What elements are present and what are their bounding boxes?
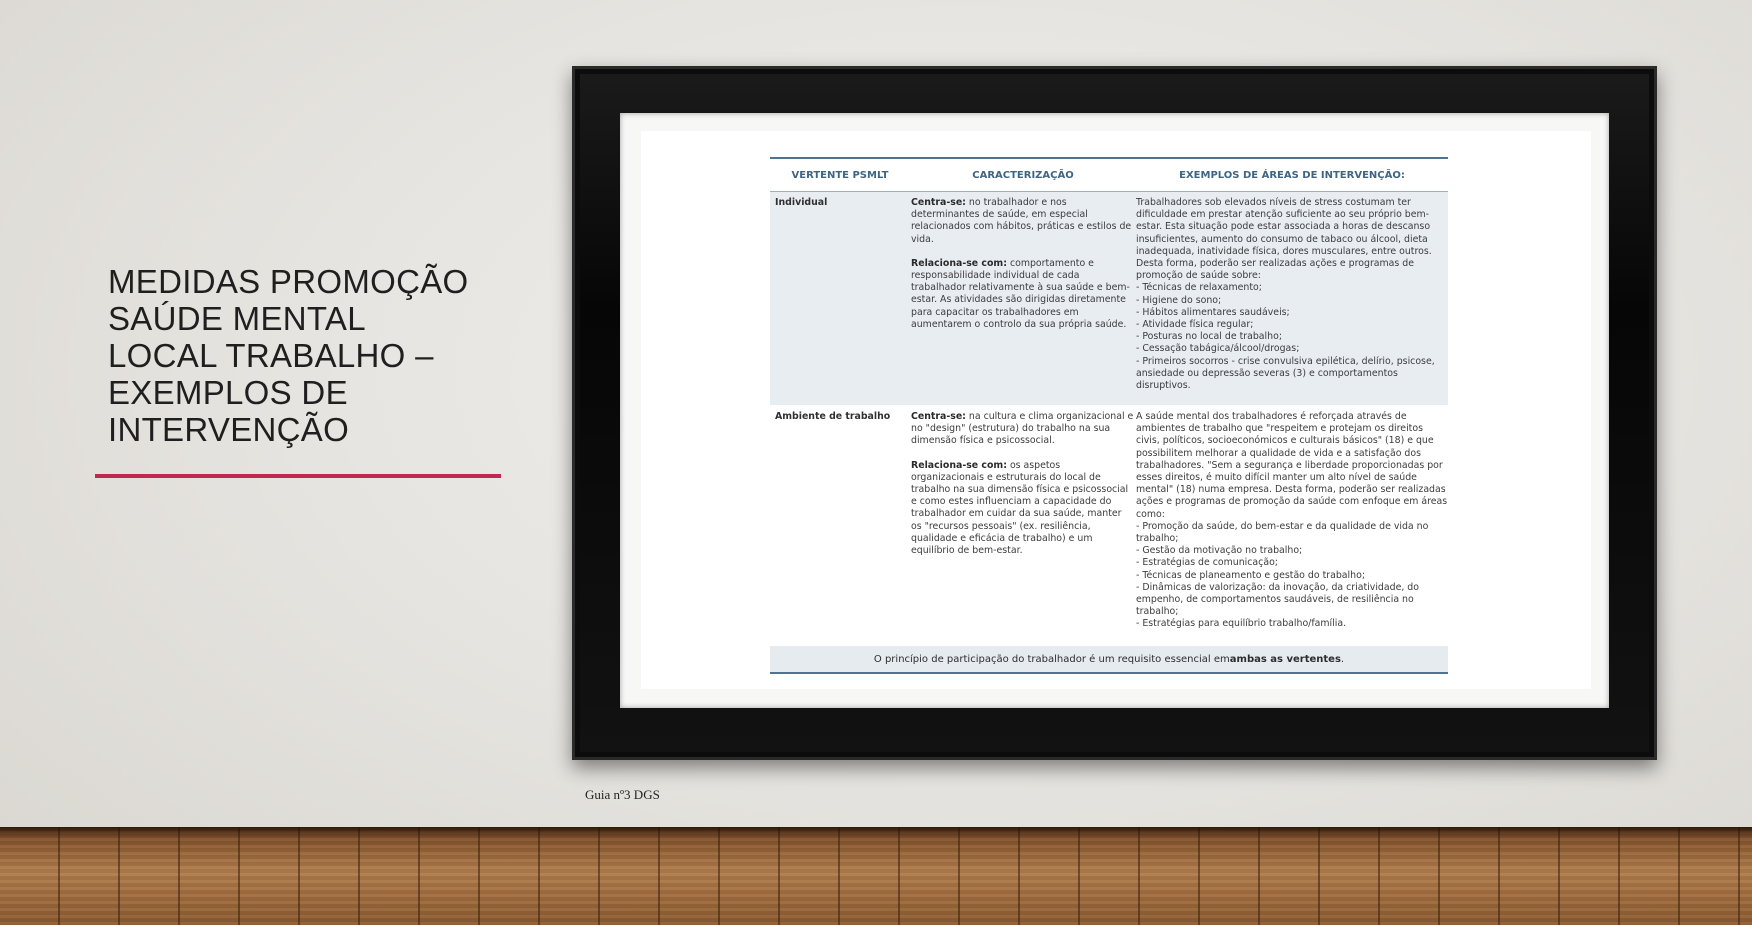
- relaciona-label: Relaciona-se com:: [911, 257, 1007, 269]
- footer-end: .: [1340, 653, 1345, 665]
- example-line: - Técnicas de relaxamento;: [1136, 282, 1262, 294]
- example-line: - Dinâmicas de valorização: da inovação, da criatividade, do empenho, de comportamentos saudáveis, de resiliência no trabalho;: [1136, 581, 1419, 618]
- centra-text: no trabalhador e nos determinantes de saúde, em especial relacionados com hábitos, práticas e estilos de vida.: [911, 197, 1132, 245]
- footer-bold-text: ambas as vertentes: [1229, 653, 1341, 665]
- title-line: MEDIDAS PROMOÇÃO: [108, 263, 469, 300]
- example-line: - Atividade física regular;: [1136, 319, 1254, 331]
- table-footer-note: [770, 645, 1448, 674]
- example-line: - Cessação tabágica/álcool/drogas;: [1136, 343, 1300, 355]
- intervention-table: [770, 157, 1448, 674]
- example-line: - Estratégias de comunicação;: [1136, 557, 1278, 569]
- example-line: - Higiene do sono;: [1136, 294, 1222, 306]
- relaciona-paragraph: [911, 460, 1135, 558]
- table-row-ambiente: [770, 405, 1448, 645]
- example-line: - Técnicas de planeamento e gestão do trabalho;: [1136, 569, 1365, 581]
- example-line: A saúde mental dos trabalhadores é reforçada através de ambientes de trabalho que "respeitem e protejam os direitos civis, políticos, socioeconómicos e culturais básicos" (18) e que possibilitem melhorar a qualidade de vida e a satisfação dos trabalhadores. "Sem a segurança e liberdade proporcionadas por esses direitos, é muito difícil manter um alto nível de saúde mental" (18) numa empresa. Desta forma, poderão ser realizadas ações e programas de promoção da saúde com enfoque em áreas como:: [1136, 411, 1448, 520]
- document-image: [641, 131, 1591, 689]
- table-header-row: [770, 159, 1448, 192]
- title-accent-line: [95, 474, 501, 478]
- image-caption: Guia nº3 DGS: [585, 787, 660, 802]
- row-label: Individual: [775, 197, 828, 208]
- header-vertente: VERTENTE PSMLT: [791, 169, 889, 181]
- example-line: - Estratégias para equilíbrio trabalho/família.: [1136, 618, 1347, 630]
- wood-floor: [0, 827, 1752, 925]
- title-line: EXEMPLOS DE: [108, 374, 348, 411]
- caracterizacao-cell: [910, 411, 1135, 645]
- header-caracterizacao: CARACTERIZAÇÃO: [972, 169, 1074, 181]
- exemplos-cell: [1135, 197, 1448, 405]
- slide-title: [108, 263, 508, 448]
- example-line: - Gestão da motivação no trabalho;: [1136, 545, 1303, 557]
- title-line: LOCAL TRABALHO –: [108, 337, 434, 374]
- centra-paragraph: [911, 197, 1135, 246]
- header-exemplos: EXEMPLOS DE ÁREAS DE INTERVENÇÃO:: [1179, 169, 1405, 181]
- centra-paragraph: [911, 411, 1135, 448]
- centra-label: Centra-se:: [911, 197, 966, 208]
- relaciona-paragraph: [911, 258, 1135, 331]
- exemplos-cell: [1135, 411, 1448, 645]
- footer-text: O princípio de participação do trabalhador é um requisito essencial em: [873, 653, 1230, 665]
- example-line: - Posturas no local de trabalho;: [1136, 331, 1282, 343]
- title-line: INTERVENÇÃO: [108, 411, 350, 448]
- frame-mat: [620, 113, 1609, 708]
- relaciona-label: Relaciona-se com:: [911, 459, 1007, 471]
- table-row-individual: [770, 192, 1448, 405]
- picture-frame: [572, 66, 1657, 760]
- example-line: - Primeiros socorros - crise convulsiva epilética, delírio, psicose, ansiedade ou depressão severas (3) e comportamentos disruptivos.: [1136, 355, 1435, 392]
- title-line: SAÚDE MENTAL: [108, 300, 366, 337]
- example-line: Trabalhadores sob elevados níveis de stress costumam ter dificuldade em prestar atenção suficiente ao seu próprio bem-estar. Esta situação pode estar associada a horas de descanso insuficientes, aumento do consumo de tabaco ou álcool, dieta inadequada, inatividade física, dores musculares, entre outros. Desta forma, poderão ser realizadas ações e programas de promoção de saúde sobre:: [1136, 197, 1432, 282]
- example-line: - Promoção da saúde, do bem-estar e da qualidade de vida no trabalho;: [1136, 520, 1429, 545]
- relaciona-text: comportamento e responsabilidade individual de cada trabalhador relativamente à sua saúde e bem-estar. As atividades são dirigidas diretamente para capacitar os trabalhadores em aumentarem o controlo da sua própria saúde.: [911, 257, 1130, 330]
- example-line: - Hábitos alimentares saudáveis;: [1136, 306, 1290, 318]
- centra-label: Centra-se:: [911, 411, 966, 422]
- caracterizacao-cell: [910, 197, 1135, 405]
- centra-text: na cultura e clima organizacional e no "design" (estrutura) do trabalho na sua dimensão física e psicossocial.: [911, 411, 1134, 447]
- relaciona-text: os aspetos organizacionais e estruturais do local de trabalho na sua dimensão física e psicossocial e como estes influenciam a capacidade do trabalhador em cuidar da sua saúde, manter os "recursos pessoais" (ex. resiliência, qualidade e eficácia de trabalho) e um equilíbrio de bem-estar.: [911, 459, 1129, 557]
- row-label: Ambiente de trabalho: [775, 411, 891, 422]
